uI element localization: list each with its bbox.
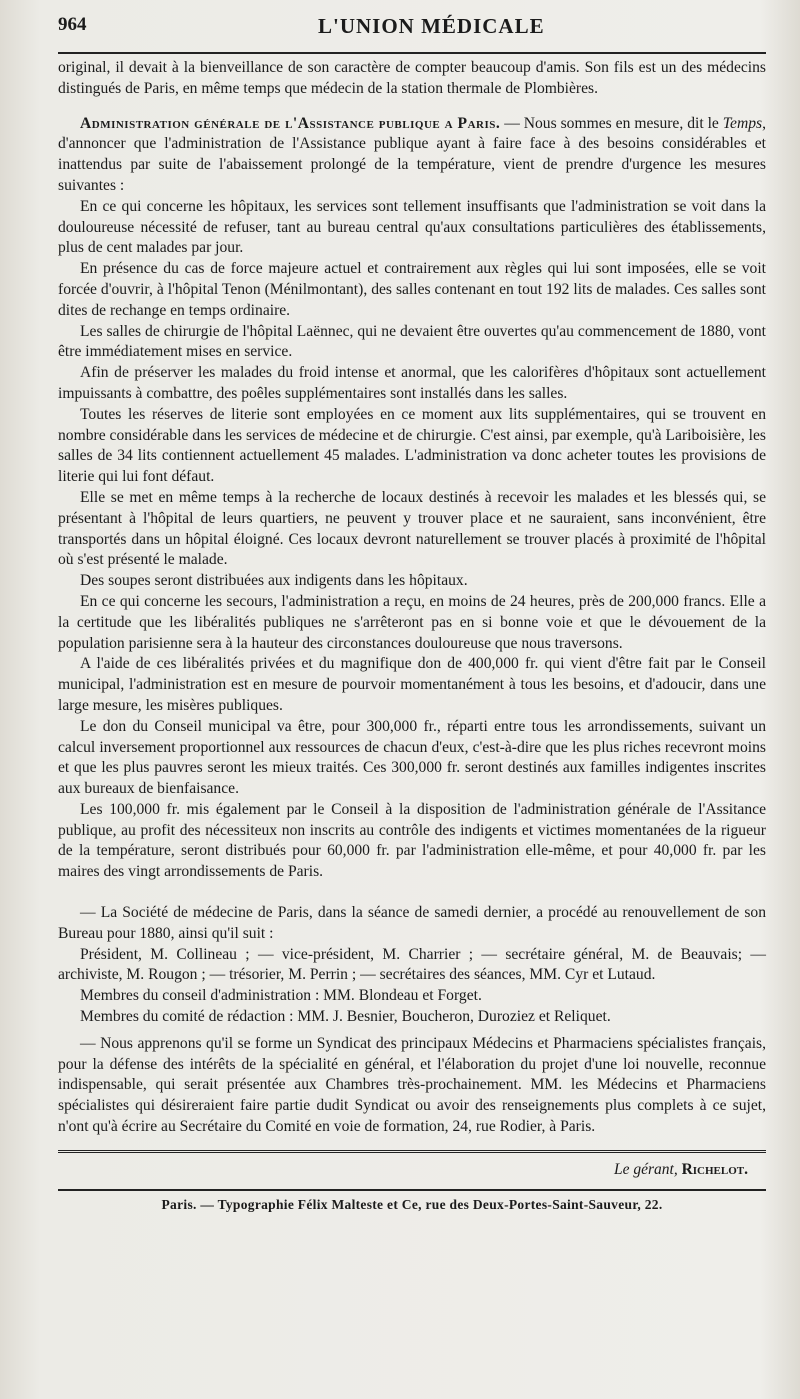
- header-rule: [58, 52, 766, 54]
- paragraph-hospitals: En ce qui concerne les hôpitaux, les services sont tellement insuffisants que l'administration se voit dans la douloureuse nécessité de refuser, tant au bureau central qu'aux consultations particulières des établissements, plus de cent malades par jour.: [58, 197, 766, 257]
- footer-rule: [58, 1189, 766, 1191]
- paragraph-donations: A l'aide de ces libéralités privées et du magnifique don de 400,000 fr. qui vient d'être fait par le Conseil municipal, l'administration est en mesure de pourvoir momentanément à tous les besoins, et d'adoucir, dans une large mesure, les misères publiques.: [58, 655, 766, 714]
- paragraph-assistance-intro: Administration générale de l'Assistance publique a Paris. — Nous sommes en mesure, dit le Temps, d'annoncer que l'administration de l'Assistance publique ayant à faire face à des besoins considérables et inattendus par suite de l'abaissement prolongé de la température, vient de prendre d'urgence les mesures suivantes :: [58, 114, 766, 194]
- paragraph-stoves: Afin de préserver les malades du froid intense et anormal, que les calorifères d'hôpitaux sont actuellement impuissants à combattre, des poêles supplémentaires sont installés dans les salles.: [58, 364, 766, 402]
- signature: [58, 1161, 766, 1179]
- closing-rule: [58, 1150, 766, 1155]
- paragraph-municipal-gift: Le don du Conseil municipal va être, pour 300,000 fr., réparti entre tous les arrondissements, suivant un calcul inversement proportionnel aux ressources de chacun d'eux, c'est-à-dire que les plus riches recevront moins et que les plus pauvres seront les mieux traités. Ces 300,000 fr. seront destinés aux familles indigentes inscrites aux bureaux de bienfaisance.: [58, 717, 766, 798]
- paragraph-bureau: Président, M. Collineau ; — vice-président, M. Charrier ; — secrétaire général, M. de Beauvais; — archiviste, M. Rougon ; — trésorier, M. Perrin ; — secrétaires des séances, MM. Cyr et Lutaud.: [58, 945, 766, 984]
- printer-imprint: Paris. — Typographie Félix Malteste et Ce, rue des Deux-Portes-Saint-Sauveur, 22.: [161, 1196, 663, 1212]
- paragraph-syndicat: — Nous apprenons qu'il se forme un Syndicat des principaux Médecins et Pharmaciens spécialistes français, pour la défense des intérêts de la spécialité en général, et l'élaboration du projet d'une loi nouvelle, reconnue indispensable, qui serait présentée aux Chambres très-prochainement. MM. les Médecins et Pharmaciens spécialistes qui désireraient faire partie dudit Syndicat ou avoir des renseignements plus complets à ce sujet, n'ont qu'à écrire au Secrétaire du Comité en voie de formation, 24, rue Rodier, à Paris.: [58, 1034, 766, 1136]
- paragraph-bedding: Toutes les réserves de literie sont employées en ce moment aux lits supplémentaires, qui se trouvent en nombre considérable dans les services de médecine et de chirurgie. C'est ainsi, par exemple, qu'à Lariboisière, les salles de 34 lits contiennent actuellement 45 malades. L'administration va donc acheter toutes les provisions de literie qui lui font défaut.: [58, 405, 766, 486]
- newspaper-name: Temps: [722, 114, 763, 132]
- paragraph-societe: — La Société de médecine de Paris, dans la séance de samedi dernier, a procédé au renouvellement de son Bureau pour 1880, ainsi qu'il suit :: [58, 904, 766, 942]
- signature-role: Le gérant,: [613, 1160, 678, 1178]
- paragraph-soups: Des soupes seront distribuées aux indigents dans les hôpitaux.: [80, 572, 468, 590]
- paragraph-tenon: En présence du cas de force majeure actuel et contrairement aux règles qui lui sont imposées, elle se voit forcée d'ouvrir, à l'hôpital Tenon (Ménilmontant), des salles contenant en tout 192 lits de malades. Ces salles sont dites de rechange en temps ordinaire.: [58, 260, 766, 319]
- page-number: 964: [58, 14, 87, 35]
- paragraph-conseil: Membres du conseil d'administration : MM. Blondeau et Forget.: [80, 987, 482, 1005]
- article-body: [58, 58, 766, 1138]
- section-heading: Administration générale de l'Assistance publique a Paris.: [80, 114, 501, 132]
- paragraph-laennec: Les salles de chirurgie de l'hôpital Laënnec, qui ne devaient être ouvertes qu'au commencement de 1880, vont être immédiatement mises en service.: [58, 322, 766, 361]
- paragraph-obituary-end: original, il devait à la bienveillance de son caractère de compter beaucoup d'amis. Son fils est un des médecins distingués de Paris, en même temps que médecin de la station thermale de Plombières.: [58, 59, 766, 97]
- paragraph-100000: Les 100,000 fr. mis également par le Conseil à la disposition de l'administration générale de l'Assitance publique, au profit des nécessiteux non inscrits au contrôle des indigents et victimes momentanées de la rigueur de la température, seront distribués pour 60,000 fr. par l'administration elle-même, et pour 40,000 fr. par les maires des vingt arrondissements de Paris.: [58, 800, 766, 881]
- signature-name: Richelot.: [681, 1160, 748, 1178]
- paragraph-comite: Membres du comité de rédaction : MM. J. Besnier, Boucheron, Duroziez et Reliquet.: [80, 1008, 611, 1026]
- paragraph-premises: Elle se met en même temps à la recherche de locaux destinés à recevoir les malades et les blessés qui, se présentant à l'hôpital de leurs quartiers, ne peuvent y trouver place et ne sauraient, sans inconvénient, être transportés dans un hôpital éloigné. Ces locaux devront naturellement se trouver placés à proximité de l'hôpital où s'est présenté le malade.: [58, 488, 766, 569]
- page-header: [58, 14, 766, 46]
- paragraph-relief: En ce qui concerne les secours, l'administration a reçu, en moins de 24 heures, près de 200,000 francs. Elle a la certitude que les libéralités publiques ne s'arrêteront pas en si bonne voie et que le dévouement de la population parisienne sera à la hauteur des circonstances douloureuse que nous traversons.: [58, 592, 766, 652]
- running-title: L'UNION MÉDICALE: [318, 14, 545, 38]
